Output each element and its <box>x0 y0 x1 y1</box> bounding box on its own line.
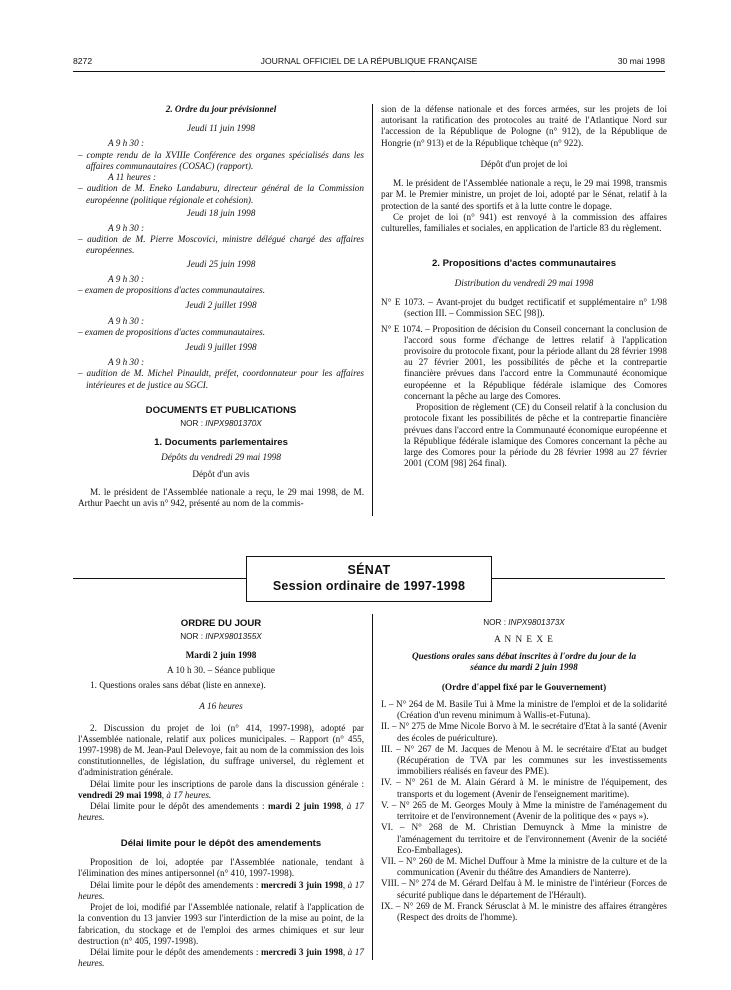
projet-paragraph: M. le président de l'Assemblée nationale a reçu, le 29 mai 1998, transmis par M. le Premier ministre, un projet de loi, adopté par le Sénat, relatif à la protection de la santé des sportifs et à la lutte contre le dopage. <box>381 178 667 211</box>
time-heading: A 16 heures <box>199 701 243 712</box>
nor-reference <box>78 419 364 429</box>
question-item: II. – N° 275 de Mme Nicole Borvo à M. le secrétaire d'Etat à la santé (Avenir des écoles de puériculture). <box>381 721 667 743</box>
right-column-top <box>381 104 667 469</box>
ordre-appel: (Ordre d'appel fixé par le Gouvernement) <box>441 681 607 692</box>
depot-avis-heading: Dépôt d'un avis <box>192 469 250 480</box>
proposition-loi-mines: Proposition de loi, adoptée par l'Assemblée nationale, tendant à l'élimination des mines antipersonnel (n° 410, 1997-1998). <box>78 857 364 879</box>
journal-title: JOURNAL OFFICIEL DE LA RÉPUBLIQUE FRANÇAISE <box>260 56 478 66</box>
question-item: VIII. – N° 274 de M. Gérard Delfau à M. le ministre de l'intérieur (Forces de sécurité publique dans le département de l'Hérault). <box>381 878 667 900</box>
nor-reference <box>78 632 364 642</box>
date-heading: Jeudi 18 juin 1998 <box>186 207 256 218</box>
running-header <box>73 56 665 70</box>
question-item: V. – N° 265 de M. Georges Mouly à Mme la ministre de l'aménagement du territoire et de l'environnement (Avenir de la politique des « pays »). <box>381 799 667 822</box>
issue-date: 30 mai 1998 <box>617 56 665 66</box>
projet-loi-armes-chimiques: Projet de loi, modifié par l'Assemblée nationale, relatif à l'application de la convention du 13 janvier 1993 sur l'interdiction de la mise au point, de la fabrication, du stockage et de l'emploi des armes chimiques et sur leur destruction (n° 405, 1997-1998). <box>78 902 364 946</box>
nor-label: NOR : <box>483 618 506 627</box>
left-column-bottom <box>78 618 364 969</box>
header-rule <box>73 71 665 72</box>
seance-date: Mardi 2 juin 1998 <box>185 649 257 660</box>
propositions-title: 2. Propositions d'actes communautaires <box>431 258 617 270</box>
continuation-paragraph: sion de la défense nationale et des forces armées, sur les projets de loi autorisant la ratification des protocoles au traité de l'Atlantique Nord sur l'accession de la République de Pologne (n° 912), de la République de Hongrie (n° 913) et de la République tchèque (n° 922). <box>381 104 667 148</box>
delai-date: mercredi 3 juin 1998 <box>260 879 343 890</box>
documents-publications-title: DOCUMENTS ET PUBLICATIONS <box>145 404 297 416</box>
depots-date: Dépôts du vendredi 29 mai 1998 <box>161 452 281 463</box>
projet-renvoi-paragraph: Ce projet de loi (n° 941) est renvoyé à la commission des affaires culturelles, familiales et sociales, en application de l'article 83 du règlement. <box>381 211 667 233</box>
question-item: IX. – N° 269 de M. Franck Sérusclat à M. le ministre des affaires étrangères (Respect des droits de l'homme). <box>381 900 667 923</box>
agenda-item: – audition de M. Eneko Landaburu, directeur général de la Commission européenne (politique régionale et cohésion). <box>78 183 364 205</box>
senat-title: SÉNAT <box>347 563 391 577</box>
delai-time: , à 17 heures. <box>161 789 212 800</box>
delai-text: Délai limite pour le dépôt des amendements : <box>90 947 261 957</box>
page-number: 8272 <box>73 56 93 66</box>
delai-date: mardi 2 juin 1998 <box>267 801 342 812</box>
nor-code: INPX9801373X <box>508 618 565 627</box>
delai-inscriptions <box>78 779 364 801</box>
time-label: A 9 h 30 : <box>108 273 145 284</box>
nor-label: NOR : <box>180 631 203 641</box>
ordre-du-jour-title: ORDRE DU JOUR <box>180 618 262 629</box>
time-heading: A 10 h 30. – Séance publique <box>167 664 275 675</box>
annexe-title: A N N E X E <box>494 634 554 644</box>
question-item: IV. – N° 261 de M. Alain Gérard à M. le ministre de l'équipement, des transports et du logement (Avenir de l'enseignement maritime). <box>381 777 667 799</box>
acte-e1074-reglement: Proposition de règlement (CE) du Conseil relatif à la conclusion du protocole fixant les possibilités de pêche et la contrepartie financière prévues dans l'accord entre la Communauté économique européenne et la République fédérale islamique des Comores concernant la pêche au large des Comores pour la période du 28 février 1998 au 27 février 2001 (COM [98] 264 final). <box>404 402 667 469</box>
time-label: A 11 heures : <box>108 172 157 183</box>
question-item: VII. – N° 260 de M. Michel Duffour à Mme la ministre de la culture et de la communication (Avenir du théâtre des Amandiers de Nanterre). <box>381 855 667 878</box>
ordre-previsionnel-title: 2. Ordre du jour prévisionnel <box>165 104 277 114</box>
agenda-item: – audition de M. Pierre Moscovici, ministre délégué chargé des affaires européennes. <box>78 234 364 256</box>
delai-time: , à 17 heures. <box>78 801 364 823</box>
column-divider-top <box>372 104 373 516</box>
column-divider-bottom <box>372 614 373 960</box>
time-label: A 9 h 30 : <box>108 138 145 149</box>
nor-label: NOR : <box>180 418 203 428</box>
avis-paragraph: M. le président de l'Assemblée nationale a reçu, le 29 mai 1998, de M. Arthur Paecht un avis n° 942, présenté au nom de la commis- <box>78 486 364 508</box>
date-heading: Jeudi 25 juin 1998 <box>186 258 256 269</box>
question-item: I. – N° 264 de M. Basile Tui à Mme la ministre de l'emploi et de la solidarité (Création d'un revenu minimum à Wallis-et-Futuna). <box>381 698 667 721</box>
agenda-item: – audition de M. Michel Pinauldt, préfet, coordonnateur pour les affaires intérieures et de justice au SGCI. <box>78 368 364 390</box>
depot-projet-heading: Dépôt d'un projet de loi <box>480 158 568 169</box>
delai-text: Délai limite pour les inscriptions de parole dans la discussion générale : <box>90 778 364 789</box>
acte-e1074: N° E 1074. – Proposition de décision du Conseil concernant la conclusion de l'accord sous forme d'échange de lettres relatif à l'application provisoire du protocole fixant, pour la période allant du 28 février 1998 au 27 février 2001, les possibilités de pêche et la contrepartie financière prévues dans l'accord entre la Communauté économique européenne et la République fédérale islamique des Comores concernant la pêche au large des Comores. <box>381 323 667 401</box>
delai-mines <box>78 880 364 902</box>
questions-orales-title: Questions orales sans débat inscrites à l'ordre du jour de la séance du mardi 2 juin 1998 <box>411 651 637 673</box>
delai-depot-title: Délai limite pour le dépôt des amendements <box>120 837 322 849</box>
delai-armes-chimiques <box>78 947 364 969</box>
distribution-date: Distribution du vendredi 29 mai 1998 <box>454 277 594 288</box>
nor-code: INPX9801370X <box>205 418 262 428</box>
delai-text: Délai limite pour le dépôt des amendements : <box>90 879 261 890</box>
nor-code: INPX9801355X <box>205 631 262 641</box>
question-item: VI. – N° 268 de M. Christian Demuynck à Mme la ministre de l'aménagement du territoire et de l'environnement (Avenir de la société Eco-Emballages). <box>381 822 667 855</box>
time-label: A 9 h 30 : <box>108 222 145 233</box>
agenda-item: 1. Questions orales sans débat (liste en annexe). <box>90 680 266 691</box>
delai-time: , à 17 heures. <box>78 947 364 969</box>
delai-text: Délai limite pour le dépôt des amendements : <box>90 801 268 812</box>
session-title: Session ordinaire de 1997-1998 <box>272 579 466 594</box>
agenda-item: – compte rendu de la XVIIIe Conférence des organes spécialisés dans les affaires communautaires (COSAC) (rapport). <box>78 149 364 171</box>
nor-reference <box>381 618 667 628</box>
date-heading: Jeudi 9 juillet 1998 <box>185 341 257 352</box>
delai-amendements <box>78 801 364 823</box>
date-heading: Jeudi 2 juillet 1998 <box>185 300 257 311</box>
time-label: A 9 h 30 : <box>108 315 145 326</box>
time-label: A 9 h 30 : <box>108 357 145 368</box>
delai-time: , à 17 heures. <box>78 879 364 901</box>
documents-parlementaires-title: 1. Documents parlementaires <box>154 436 288 448</box>
left-column-top <box>78 104 364 509</box>
agenda-item: – examen de propositions d'actes communautaires. <box>78 285 266 296</box>
acte-e1073: N° E 1073. – Avant-projet du budget rectificatif et supplémentaire n° 1/98 (section III. – Commission SEC [98]). <box>381 297 667 319</box>
question-item: III. – N° 267 de M. Jacques de Menou à M. le secrétaire d'Etat au budget (Récupération de TVA par les communes sur les investissements immobiliers réalisés en faveur des PME). <box>381 743 667 777</box>
senat-banner <box>246 556 492 602</box>
right-column-bottom <box>381 618 667 923</box>
agenda-item: – examen de propositions d'actes communautaires. <box>78 326 266 337</box>
delai-date: vendredi 29 mai 1998 <box>78 789 162 800</box>
agenda-item: 2. Discussion du projet de loi (n° 414, 1997-1998), adopté par l'Assemblée nationale, relatif aux polices municipales. – Rapport (n° 455, 1997-1998) de M. Jean-Paul Delevoye, fait au nom de la commission des lois constitutionnelles, de législation, du suffrage universel, du règlement et d'administration générale. <box>78 722 364 778</box>
delai-date: mercredi 3 juin 1998 <box>260 947 343 957</box>
date-heading: Jeudi 11 juin 1998 <box>187 123 255 134</box>
